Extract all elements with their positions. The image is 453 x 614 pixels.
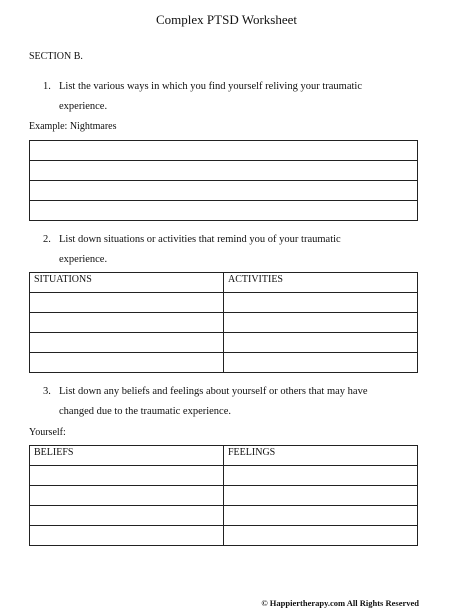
yourself-label: Yourself: bbox=[29, 427, 66, 438]
table-row bbox=[30, 333, 418, 353]
page-title: Complex PTSD Worksheet bbox=[156, 12, 297, 27]
table-header-row bbox=[30, 273, 418, 293]
table-header-row bbox=[30, 446, 418, 466]
answer-cell[interactable] bbox=[224, 293, 418, 313]
answer-cell[interactable] bbox=[30, 201, 418, 221]
answer-cell[interactable] bbox=[30, 466, 224, 486]
question-number: 2. bbox=[43, 234, 51, 245]
answer-cell[interactable] bbox=[30, 333, 224, 353]
answer-cell[interactable] bbox=[30, 313, 224, 333]
answer-cell[interactable] bbox=[224, 313, 418, 333]
answer-cell[interactable] bbox=[224, 526, 418, 546]
table-row bbox=[30, 293, 418, 313]
question-text-line1: List down any beliefs and feelings about yourself or others that may have bbox=[59, 386, 368, 397]
question-number: 3. bbox=[43, 386, 51, 397]
table-row bbox=[30, 486, 418, 506]
table-row bbox=[30, 353, 418, 373]
question-text-line1: List down situations or activities that remind you of your traumatic bbox=[59, 234, 341, 245]
question-2 bbox=[43, 230, 423, 270]
column-header-activities: ACTIVITIES bbox=[224, 273, 418, 293]
answer-cell[interactable] bbox=[30, 293, 224, 313]
table-row bbox=[30, 313, 418, 333]
answer-cell[interactable] bbox=[224, 333, 418, 353]
question-1 bbox=[43, 77, 423, 117]
example-label: Example: Nightmares bbox=[29, 121, 117, 132]
table-row bbox=[30, 181, 418, 201]
question-text-line2: changed due to the traumatic experience. bbox=[59, 406, 231, 417]
question-text-line2: experience. bbox=[59, 101, 108, 112]
table-row bbox=[30, 506, 418, 526]
answer-cell[interactable] bbox=[30, 526, 224, 546]
answer-cell[interactable] bbox=[30, 181, 418, 201]
table-row bbox=[30, 201, 418, 221]
column-header-feelings: FEELINGS bbox=[224, 446, 418, 466]
copyright-footer: © Happiertherapy.com All Rights Reserved bbox=[261, 598, 419, 608]
table-row bbox=[30, 526, 418, 546]
column-header-beliefs: BELIEFS bbox=[30, 446, 224, 466]
question-text-line1: List the various ways in which you find yourself reliving your traumatic bbox=[59, 81, 362, 92]
table-row bbox=[30, 141, 418, 161]
question-text-line2: experience. bbox=[59, 254, 108, 265]
table-row bbox=[30, 466, 418, 486]
answer-cell[interactable] bbox=[30, 141, 418, 161]
answer-cell[interactable] bbox=[30, 161, 418, 181]
column-header-situations: SITUATIONS bbox=[30, 273, 224, 293]
answer-cell[interactable] bbox=[30, 353, 224, 373]
answer-table-2 bbox=[29, 272, 418, 373]
answer-table-1 bbox=[29, 140, 418, 221]
answer-cell[interactable] bbox=[224, 466, 418, 486]
answer-table-3 bbox=[29, 445, 418, 546]
answer-cell[interactable] bbox=[224, 353, 418, 373]
section-heading: SECTION B. bbox=[29, 51, 83, 62]
table-row bbox=[30, 161, 418, 181]
question-3 bbox=[43, 382, 423, 422]
answer-cell[interactable] bbox=[224, 486, 418, 506]
answer-cell[interactable] bbox=[30, 506, 224, 526]
answer-cell[interactable] bbox=[224, 506, 418, 526]
question-number: 1. bbox=[43, 81, 51, 92]
answer-cell[interactable] bbox=[30, 486, 224, 506]
